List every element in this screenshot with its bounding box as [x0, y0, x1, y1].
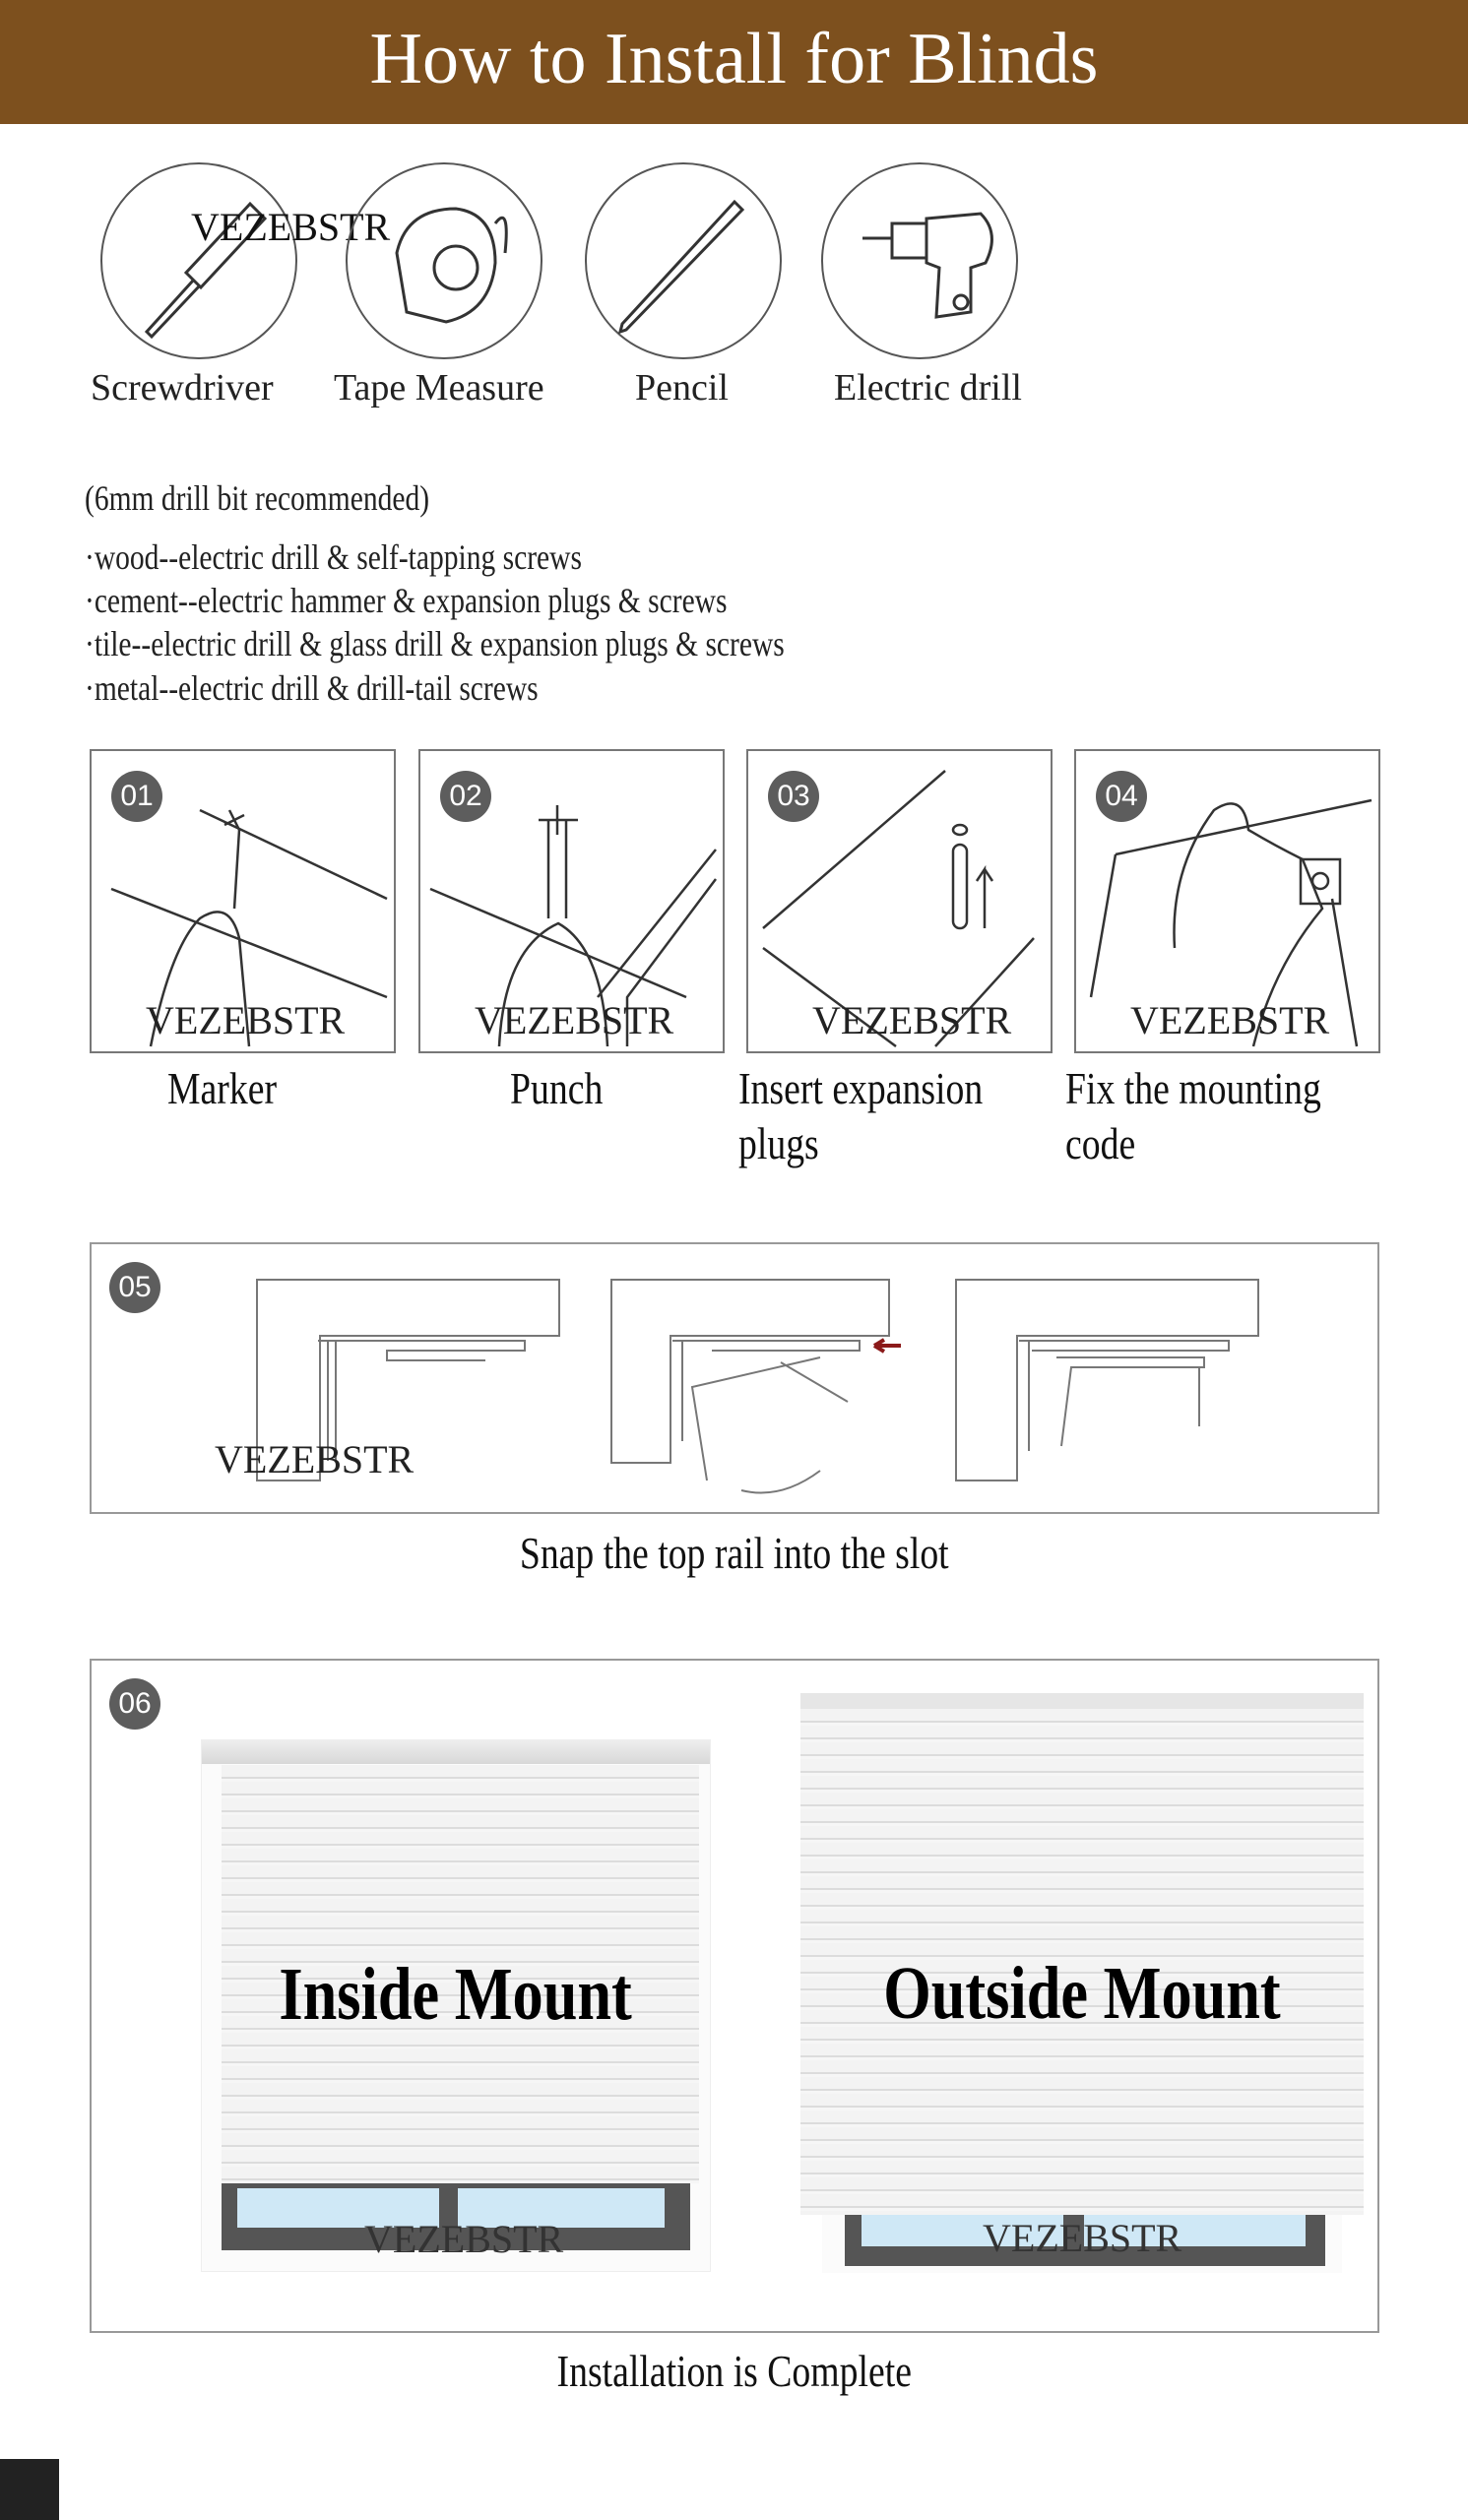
header-banner [0, 0, 1468, 124]
watermark: VEZEBSTR [146, 998, 346, 1042]
step-caption [510, 1061, 623, 1116]
step-caption [1065, 1061, 1377, 1171]
step-panel-insert-plugs [746, 749, 1053, 1053]
step-caption-text: Insert expansion [738, 1063, 984, 1113]
step-caption [167, 1061, 300, 1116]
step6-caption [0, 2344, 1468, 2399]
watermark: VEZEBSTR [812, 998, 1012, 1042]
step-badge: 05 [109, 1262, 160, 1313]
electric-drill-icon [821, 162, 1018, 359]
page-title: How to Install for Blinds [369, 19, 1099, 99]
pencil-icon [585, 162, 782, 359]
material-note [85, 536, 691, 578]
watermark: VEZEBSTR [191, 205, 391, 249]
tape-measure-icon [346, 162, 543, 359]
inside-mount-text: Inside Mount [279, 1953, 633, 2036]
step-caption-text: Fix the mounting [1065, 1063, 1321, 1113]
corner-block [0, 2459, 59, 2520]
watermark: VEZEBSTR [1130, 998, 1330, 1042]
tool-label: Screwdriver [91, 367, 274, 409]
step-caption-text: Punch [510, 1063, 604, 1113]
watermark: VEZEBSTR [364, 2217, 564, 2261]
tool-label: Pencil [635, 367, 729, 409]
material-note [85, 623, 938, 664]
step-panel-punch [418, 749, 725, 1053]
outside-mount-text: Outside Mount [883, 1952, 1281, 2035]
step-caption [738, 1061, 1037, 1171]
arrow-icon [874, 1340, 901, 1352]
material-note-text: ·tile--electric drill & glass drill & expansion plugs & screws [85, 624, 785, 663]
step-badge: 03 [768, 771, 819, 822]
step-panel-fix-mounting [1074, 749, 1380, 1053]
watermark: VEZEBSTR [475, 998, 674, 1042]
watermark: VEZEBSTR [215, 1437, 415, 1481]
material-note-text: ·metal--electric drill & drill-tail screws [85, 668, 539, 708]
step-badge: 01 [111, 771, 162, 822]
step-caption-text: Marker [167, 1063, 278, 1113]
tool-label: Tape Measure [334, 367, 544, 409]
material-note [85, 667, 638, 709]
step6-caption-text: Installation is Complete [556, 2346, 912, 2396]
step-badge: 02 [440, 771, 491, 822]
outside-mount-image [800, 1693, 1364, 2273]
material-note-text: ·wood--electric drill & self-tapping screws [85, 537, 582, 577]
inside-mount-label [202, 1952, 710, 2038]
watermark: VEZEBSTR [983, 2216, 1182, 2260]
step-panel-snap-rail [90, 1242, 1379, 1514]
tool-label: Electric drill [834, 367, 1022, 409]
material-note-text: ·cement--electric hammer & expansion plugs & screws [85, 581, 728, 620]
step-caption-text: plugs [738, 1118, 819, 1168]
drill-bit-text: (6mm drill bit recommended) [85, 478, 430, 518]
screwdriver-icon [100, 162, 391, 359]
step-badge: 04 [1096, 771, 1147, 822]
step-panel-complete [90, 1659, 1379, 2333]
drill-bit-note [85, 477, 505, 519]
material-note [85, 580, 868, 621]
step5-caption [0, 1526, 1468, 1581]
outside-mount-label [800, 1951, 1364, 2037]
step-panel-marker [90, 749, 396, 1053]
step5-caption-text: Snap the top rail into the slot [519, 1528, 949, 1578]
step-badge: 06 [109, 1678, 160, 1730]
step-caption-text: code [1065, 1118, 1136, 1168]
inside-mount-image [201, 1739, 711, 2272]
